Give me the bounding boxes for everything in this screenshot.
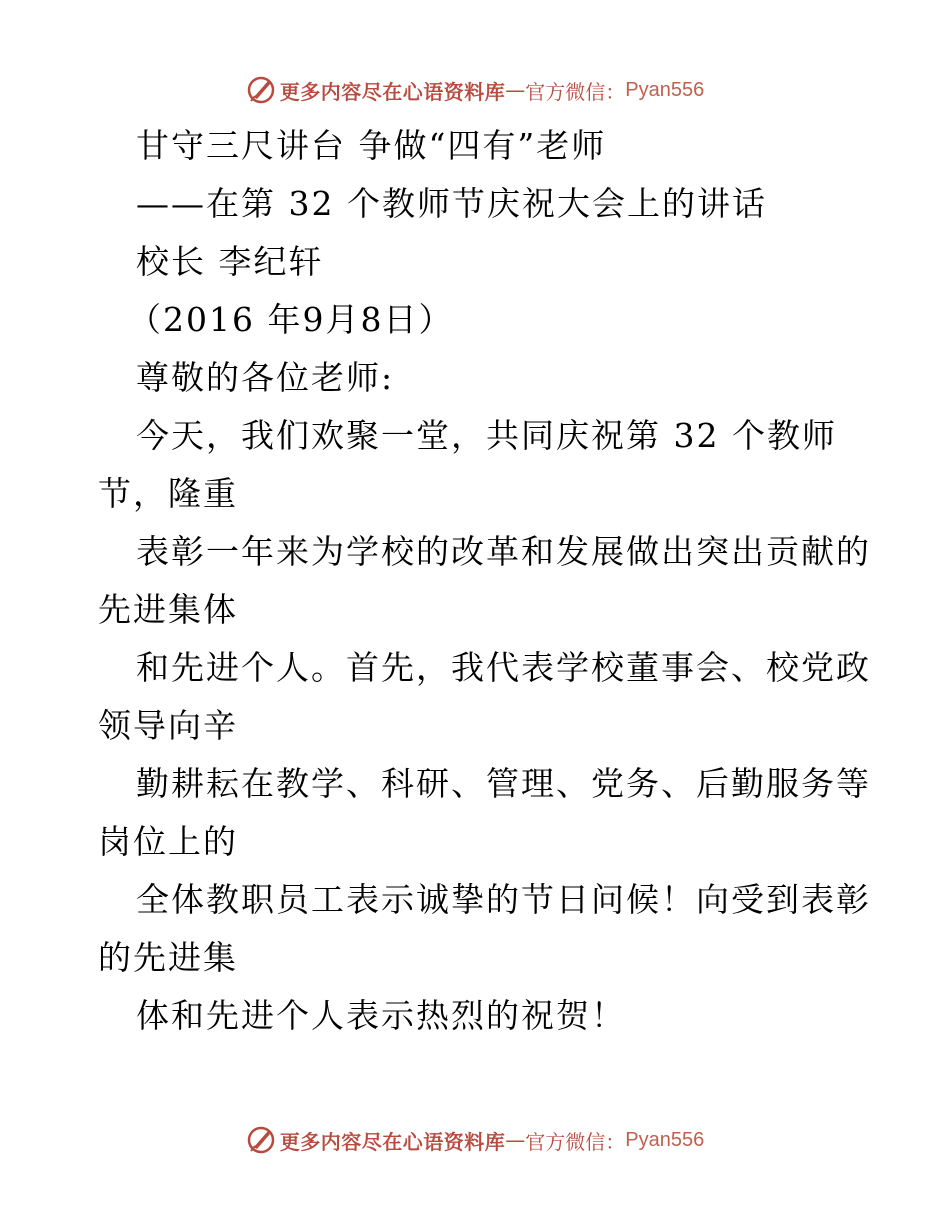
body-line: 全体教职员工表示诚挚的节日问候！向受到表彰 — [136, 880, 871, 919]
document-subtitle: ——在第 32 个教师节庆祝大会上的讲话 — [136, 184, 767, 223]
banner-text: 更多内容尽在心语资料库 — [279, 79, 506, 104]
header-banner — [0, 70, 950, 110]
banner-separator: — — [505, 78, 526, 102]
body-line: 先进集体 — [98, 590, 238, 629]
banner-wechat-id: Pyan556 — [625, 78, 705, 101]
body-line: 的先进集 — [98, 938, 238, 977]
quill-pen-logo-icon — [246, 1125, 276, 1155]
body-line: 勤耕耘在教学、科研、管理、党务、后勤服务等 — [136, 764, 871, 803]
body-line: 表彰一年来为学校的改革和发展做出突出贡献的 — [136, 532, 871, 571]
quill-pen-logo-icon — [246, 75, 276, 105]
document-speaker: 校长 李纪轩 — [136, 242, 324, 281]
body-line: 体和先进个人表示热烈的祝贺！ — [136, 996, 626, 1035]
banner-label: 官方微信： — [525, 1129, 626, 1154]
body-line: 领导向辛 — [98, 706, 238, 745]
document-body — [98, 117, 871, 1045]
document-title: 甘守三尺讲台 争做“四有”老师 — [136, 126, 607, 165]
body-paragraph — [98, 407, 871, 1045]
body-line: 节，隆重 — [98, 474, 238, 513]
banner-text: 更多内容尽在心语资料库 — [279, 1129, 506, 1154]
body-line: 今天，我们欢聚一堂，共同庆祝第 32 个教师 — [136, 416, 837, 455]
banner-wechat-id: Pyan556 — [625, 1128, 705, 1151]
footer-banner — [0, 1120, 950, 1160]
banner-separator: — — [505, 1128, 526, 1152]
banner-label: 官方微信： — [525, 79, 626, 104]
document-salutation: 尊敬的各位老师: — [136, 358, 395, 397]
document-date: （2016 年9月8日） — [128, 300, 454, 339]
body-line: 和先进个人。首先，我代表学校董事会、校党政 — [136, 648, 871, 687]
body-line: 岗位上的 — [98, 822, 238, 861]
